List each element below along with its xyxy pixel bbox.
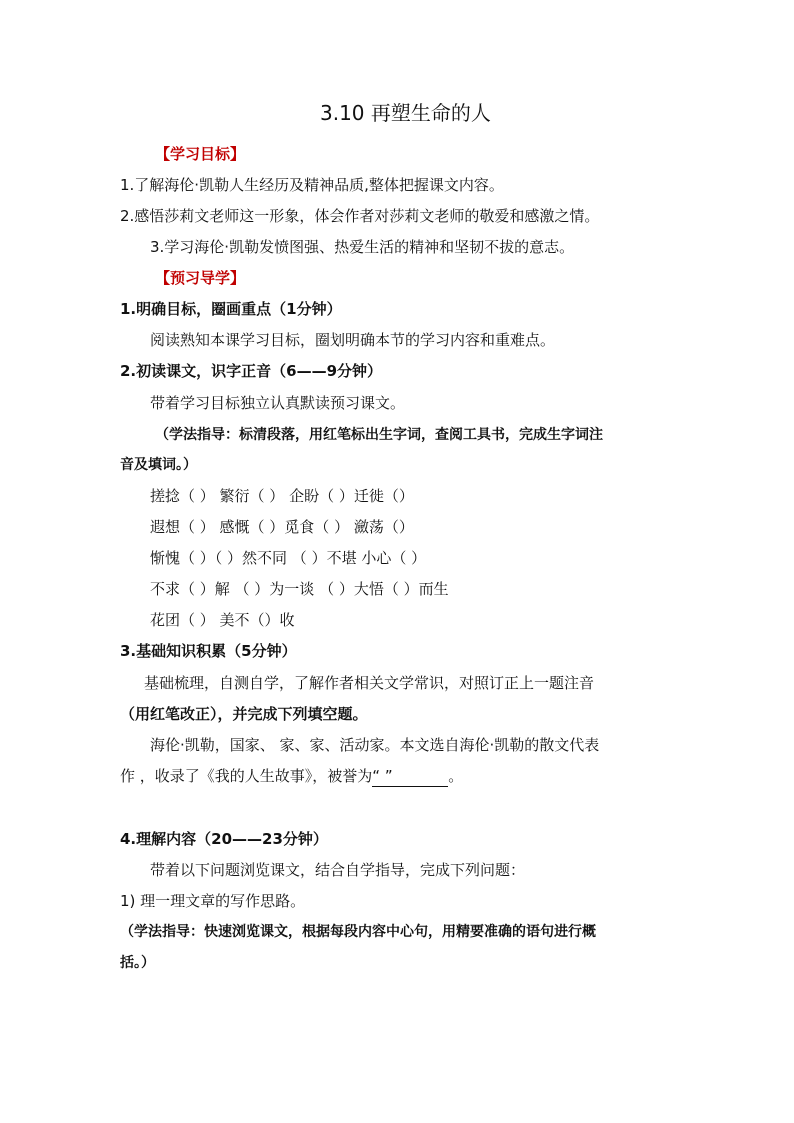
step3-text-line2: （用红笔改正），并完成下列填空题。 bbox=[120, 705, 368, 723]
preview-heading: 【预习导学】 bbox=[155, 269, 246, 287]
step4-text: 带着以下问题浏览课文，结合自学指导，完成下列问题： bbox=[150, 861, 526, 879]
step4-guide-line2: 括。） bbox=[120, 955, 155, 971]
word-row-4: 不求（ ）解 （ ）为一谈 （ ）大悟（ ）而生 bbox=[150, 580, 449, 598]
objective-item-1: 1.了解海伦·凯勒人生经历及精神品质,整体把握课文内容。 bbox=[120, 176, 504, 194]
word-row-1: 搓捻（ ） 繁衍（ ） 企盼（ ）迁徙（） bbox=[150, 487, 414, 505]
step3-fill-line2 bbox=[120, 766, 463, 787]
step3-text-line1: 基础梳理，自测自学，了解作者相关文学常识，对照订正上一题注音 bbox=[144, 674, 595, 692]
step1-text: 阅读熟知本课学习目标，圈划明确本节的学习内容和重难点。 bbox=[150, 331, 556, 349]
step2-heading: 2.初读课文，识字正音（6——9分钟） bbox=[120, 362, 383, 380]
objectives-heading: 【学习目标】 bbox=[155, 145, 246, 163]
step2-text: 带着学习目标独立认真默读预习课文。 bbox=[150, 394, 406, 412]
step2-guide-line2: 音及填词。） bbox=[120, 457, 197, 473]
objective-item-2: 2.感悟莎莉文老师这一形象，体会作者对莎莉文老师的敬爱和感激之情。 bbox=[120, 207, 600, 225]
step3-fill-line1: 海伦·凯勒，国家、 家、家、活动家。本文选自海伦·凯勒的散文代表 bbox=[150, 736, 600, 754]
step3-fill-suffix: 。 bbox=[448, 767, 464, 785]
word-row-3: 惭愧（ ）（ ）然不同 （ ）不堪 小心（ ） bbox=[150, 549, 427, 567]
word-row-5: 花团（ ） 美不（）收 bbox=[150, 611, 295, 629]
step3-heading: 3.基础知识积累（5分钟） bbox=[120, 642, 297, 660]
step1-heading: 1.明确目标，圈画重点（1分钟） bbox=[120, 300, 342, 318]
word-row-2: 遐想（ ） 感慨（ ）觅食（ ） 瀲荡（） bbox=[150, 518, 414, 536]
step4-heading: 4.理解内容（20——23分钟） bbox=[120, 830, 328, 848]
step3-fill-prefix: 作 ，收录了《我的人生故事》，被誉为 bbox=[120, 767, 373, 785]
page-title: 3.10 再塑生命的人 bbox=[320, 101, 491, 125]
step4-question1: 1) 理一理文章的写作思路。 bbox=[120, 892, 306, 910]
step4-guide-line1: （学法指导：快速浏览课文，根据每段内容中心句，用精要准确的语句进行概 bbox=[120, 924, 596, 940]
objective-item-3: 3.学习海伦·凯勒发愤图强、热爱生活的精神和坚韧不拔的意志。 bbox=[150, 238, 575, 256]
fill-blank: “ ” bbox=[372, 766, 448, 787]
step2-guide-line1: （学法指导：标清段落，用红笔标出生字词，查阅工具书，完成生字词注 bbox=[155, 427, 603, 443]
